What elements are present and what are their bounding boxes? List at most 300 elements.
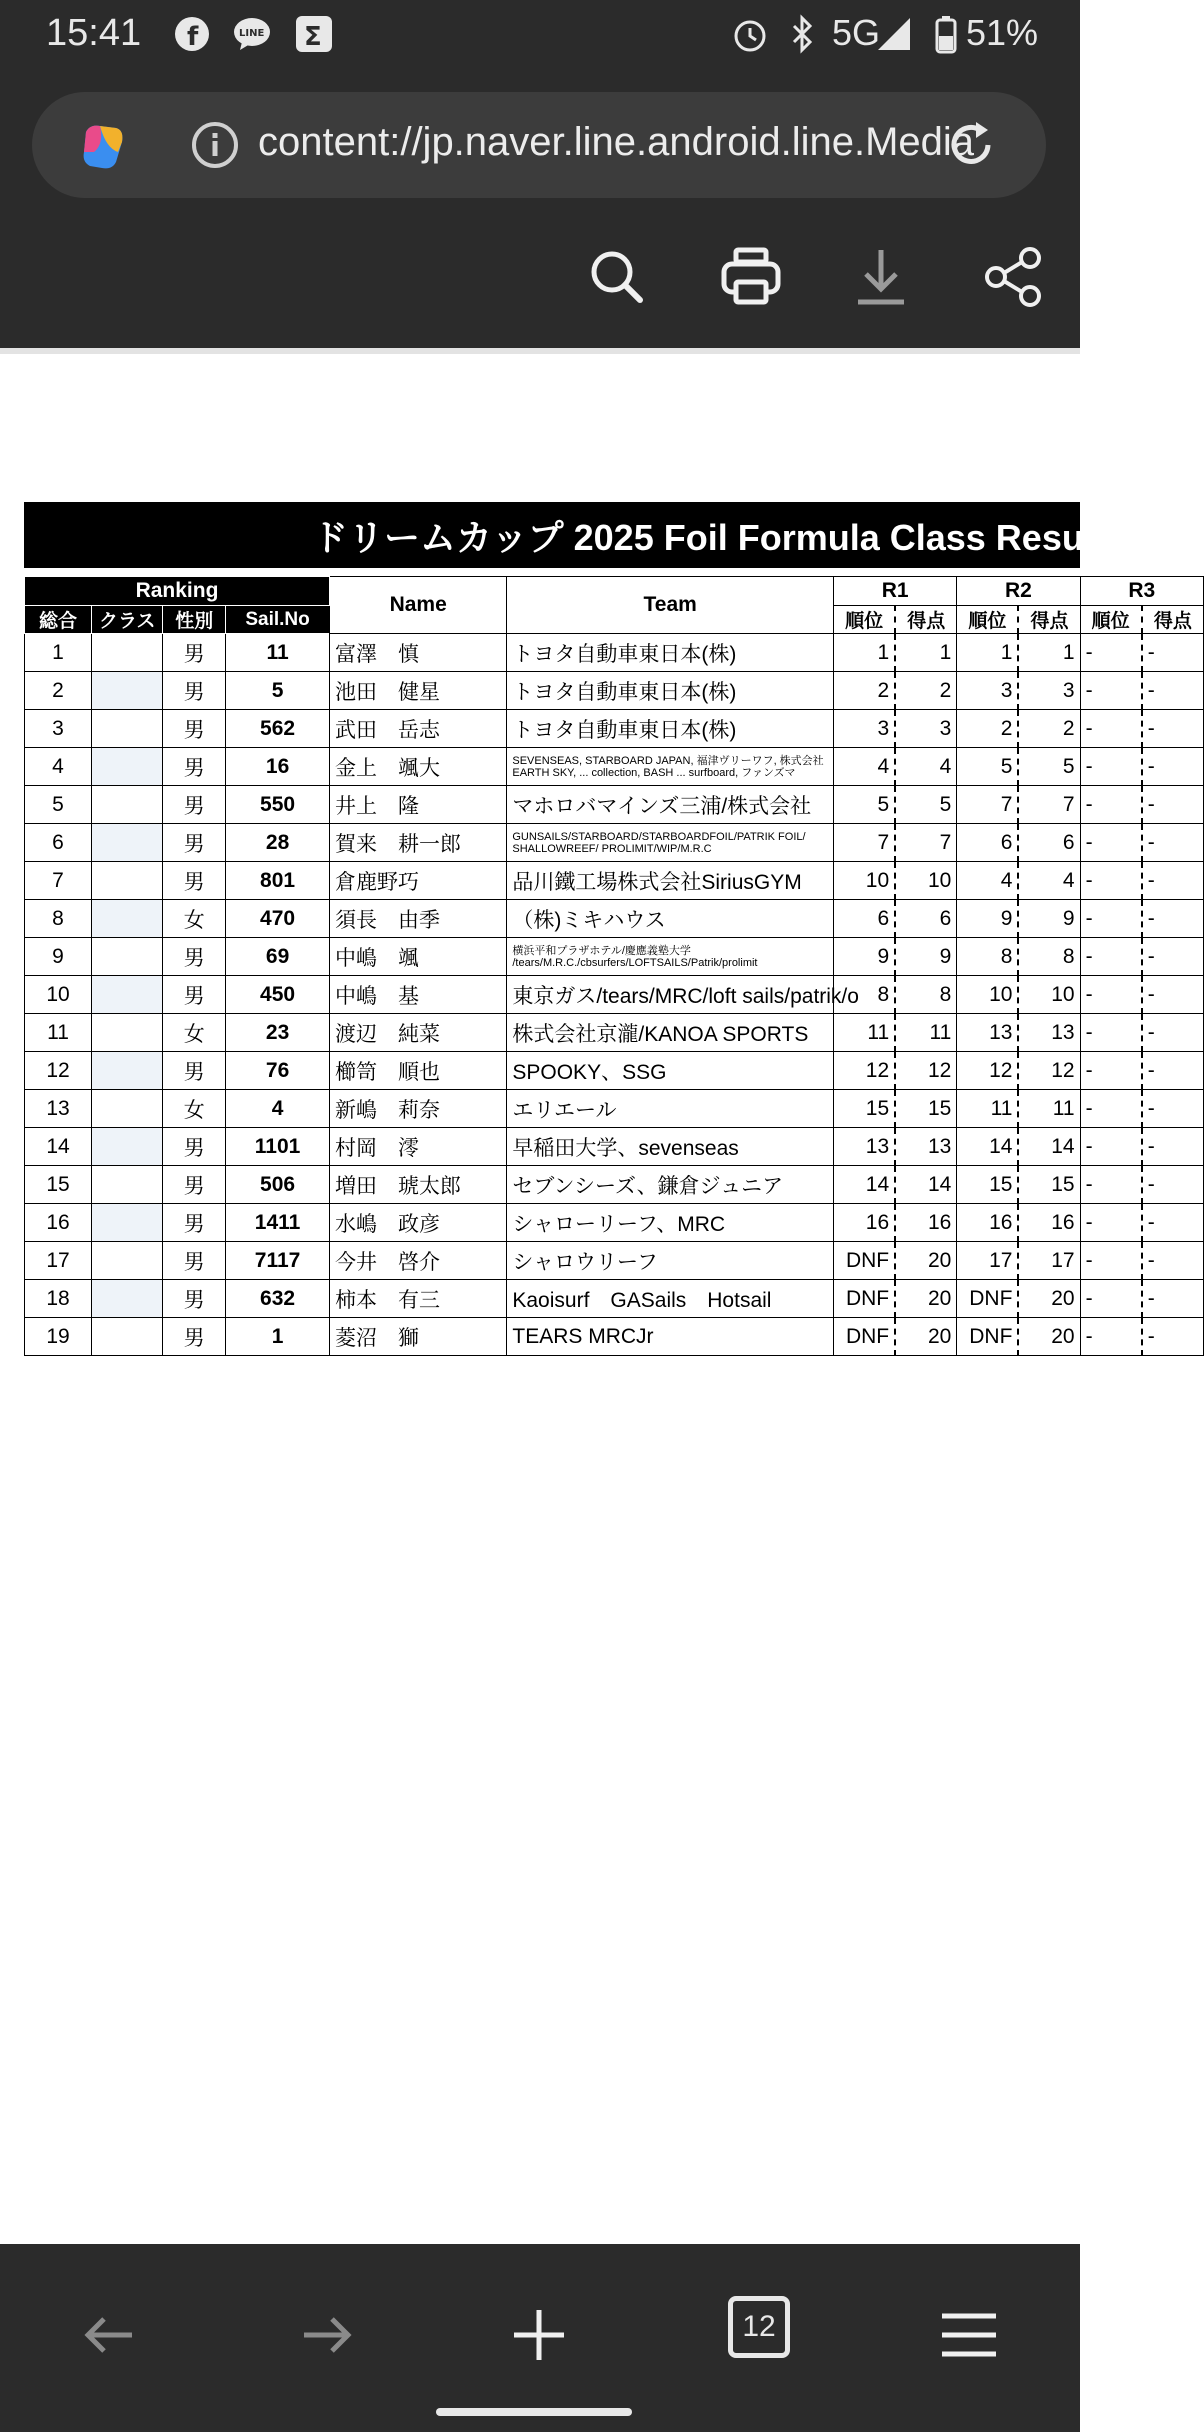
class-cell [92,672,163,710]
sailor-name: 池田 健星 [330,672,507,710]
gender-cell: 男 [163,1166,226,1204]
r2-place: 10 [957,976,1019,1014]
r3-place: - [1080,1318,1142,1356]
overall-rank: 14 [25,1128,92,1166]
result-rows [25,634,1204,1356]
address-bar[interactable] [32,92,1046,198]
r2-place: DNF [957,1280,1019,1318]
r2-place: 1 [957,634,1019,672]
team-name: エリエール [507,1090,834,1128]
r1-points: 20 [895,1280,957,1318]
gender-cell: 男 [163,1128,226,1166]
r3-header: R3 [1080,577,1203,606]
r2-place: 4 [957,862,1019,900]
r2-place: 8 [957,938,1019,976]
team-name: SPOOKY、SSG [507,1052,834,1090]
sigma-app-icon [294,14,334,54]
r1-place: 11 [834,1014,896,1052]
table-row [25,1166,1204,1204]
r3-place: - [1080,710,1142,748]
table-row [25,634,1204,672]
class-cell [92,1128,163,1166]
divider [0,348,1080,354]
overall-rank: 13 [25,1090,92,1128]
r1-place: 7 [834,824,896,862]
r2-points: 8 [1018,938,1080,976]
gender-cell: 女 [163,1014,226,1052]
sailor-name: 金上 颯大 [330,748,507,786]
gender-cell: 男 [163,634,226,672]
table-row [25,1090,1204,1128]
gender-cell: 男 [163,1052,226,1090]
r3-place: - [1080,1090,1142,1128]
r2-place: 6 [957,824,1019,862]
sailno-header: Sail.No [226,606,330,634]
r2-place: DNF [957,1318,1019,1356]
overall-header: 総合 [25,606,92,634]
r3-points: - [1142,748,1204,786]
team-header: Team [507,577,834,634]
table-row [25,748,1204,786]
gender-cell: 男 [163,976,226,1014]
sail-number: 1101 [226,1128,330,1166]
class-cell [92,748,163,786]
r2-points: 2 [1018,710,1080,748]
r1-place: 1 [834,634,896,672]
browser-toolbar [0,72,1080,348]
r1-points: 16 [895,1204,957,1242]
table-row [25,1280,1204,1318]
r2-place: 14 [957,1128,1019,1166]
sail-number: 632 [226,1280,330,1318]
sailor-name: 須長 由季 [330,900,507,938]
class-cell [92,862,163,900]
r3-points: - [1142,1014,1204,1052]
r1-points: 2 [895,672,957,710]
r3-place: - [1080,862,1142,900]
class-cell [92,900,163,938]
r2-points: 7 [1018,786,1080,824]
overall-rank: 16 [25,1204,92,1242]
r3-points: - [1142,786,1204,824]
results-title-bar [24,502,1126,568]
r1-points: 5 [895,786,957,824]
bottom-navigation [0,2244,1080,2432]
r3-place: - [1080,1280,1142,1318]
team-name: 東京ガス/tears/MRC/loft sails/patrik/o [507,976,834,1014]
signal-icon [874,14,914,54]
gender-cell: 女 [163,1090,226,1128]
sail-number: 28 [226,824,330,862]
gender-cell: 男 [163,862,226,900]
overall-rank: 2 [25,672,92,710]
r2-place-header: 順位 [957,606,1019,634]
sail-number: 76 [226,1052,330,1090]
r3-place: - [1080,748,1142,786]
r2-points: 16 [1018,1204,1080,1242]
r1-points-header: 得点 [895,606,957,634]
reload-icon[interactable] [942,116,1000,174]
table-row [25,786,1204,824]
class-cell [92,1318,163,1356]
table-row [25,976,1204,1014]
r3-points: - [1142,976,1204,1014]
r3-points: - [1142,938,1204,976]
r1-place: 9 [834,938,896,976]
results-table [24,576,1204,1356]
table-row [25,1318,1204,1356]
table-row [25,1128,1204,1166]
r2-place: 15 [957,1166,1019,1204]
r1-place: 4 [834,748,896,786]
r1-points: 12 [895,1052,957,1090]
r3-place: - [1080,976,1142,1014]
r3-place: - [1080,672,1142,710]
sail-number: 69 [226,938,330,976]
class-header: クラス [92,606,163,634]
r2-points: 1 [1018,634,1080,672]
r3-place: - [1080,1014,1142,1052]
r1-place: 16 [834,1204,896,1242]
table-row [25,900,1204,938]
team-name: セブンシーズ、鎌倉ジュニア [507,1166,834,1204]
sailor-name: 柿本 有三 [330,1280,507,1318]
table-row [25,672,1204,710]
r2-points: 13 [1018,1014,1080,1052]
sailor-name: 櫛笥 順也 [330,1052,507,1090]
sailor-name: 村岡 澪 [330,1128,507,1166]
overall-rank: 15 [25,1166,92,1204]
r1-place: 12 [834,1052,896,1090]
r2-place: 7 [957,786,1019,824]
r3-place: - [1080,634,1142,672]
r3-points: - [1142,862,1204,900]
team-name: （株)ミキハウス [507,900,834,938]
overall-rank: 4 [25,748,92,786]
r3-points: - [1142,672,1204,710]
battery-icon [926,14,966,54]
r2-place: 2 [957,710,1019,748]
r1-points: 9 [895,938,957,976]
gender-cell: 女 [163,900,226,938]
team-name: シャロウリーフ [507,1242,834,1280]
r3-points: - [1142,634,1204,672]
team-name: SEVENSEAS, STARBOARD JAPAN, 福津ヴリーワフ, 株式会社EARTH SKY, ... collection, BASH ... surfboard, ファンズマ [507,748,834,786]
svg-text:f: f [187,22,199,52]
team-name: 早稲田大学、sevenseas [507,1128,834,1166]
r3-points: - [1142,1204,1204,1242]
table-row [25,938,1204,976]
sail-number: 5 [226,672,330,710]
gesture-handle[interactable] [436,2408,632,2416]
r1-points: 1 [895,634,957,672]
class-cell [92,786,163,824]
r2-points: 11 [1018,1090,1080,1128]
url-text[interactable]: content://jp.naver.line.android.line.Media [258,120,975,164]
forward-icon[interactable] [292,2300,362,2370]
sail-number: 16 [226,748,330,786]
team-name: GUNSAILS/STARBOARD/STARBOARDFOIL/PATRIK FOIL/ SHALLOWREEF/ PROLIMIT/WIP/M.R.C [507,824,834,862]
battery-level: 51% [966,12,1039,53]
facebook-icon [172,14,212,54]
gender-cell: 男 [163,938,226,976]
r2-points: 10 [1018,976,1080,1014]
r3-points: - [1142,1166,1204,1204]
r3-place: - [1080,900,1142,938]
r2-points: 3 [1018,672,1080,710]
r3-place: - [1080,786,1142,824]
r1-place: 13 [834,1128,896,1166]
class-cell [92,1242,163,1280]
sailor-name: 倉鹿野巧 [330,862,507,900]
name-header: Name [330,577,507,634]
r3-points: - [1142,900,1204,938]
r1-place: DNF [834,1318,896,1356]
r1-place: 3 [834,710,896,748]
r2-points: 12 [1018,1052,1080,1090]
r3-place: - [1080,824,1142,862]
r3-points: - [1142,824,1204,862]
team-name: TEARS MRCJr [507,1318,834,1356]
print-icon[interactable] [716,242,786,312]
sail-number: 562 [226,710,330,748]
overall-rank: 18 [25,1280,92,1318]
sail-number: 1411 [226,1204,330,1242]
team-name: 株式会社京瀧/KANOA SPORTS [507,1014,834,1052]
r3-place: - [1080,1128,1142,1166]
r3-place-header: 順位 [1080,606,1142,634]
r1-place: DNF [834,1280,896,1318]
r2-points-header: 得点 [1018,606,1080,634]
tab-switcher-button[interactable]: 12 [728,2296,790,2358]
r2-points: 9 [1018,900,1080,938]
r2-place: 17 [957,1242,1019,1280]
team-name: トヨタ自動車東日本(株) [507,710,834,748]
gender-cell: 男 [163,824,226,862]
r2-points: 15 [1018,1166,1080,1204]
team-name: シャローリーフ、MRC [507,1204,834,1242]
gender-cell: 男 [163,672,226,710]
sail-number: 470 [226,900,330,938]
ranking-header: Ranking [25,577,330,606]
share-icon[interactable] [978,242,1048,312]
clock: 15:41 [46,12,142,54]
status-bar [0,0,1080,72]
r3-points-header: 得点 [1142,606,1204,634]
class-cell [92,976,163,1014]
document-viewer[interactable] [0,348,1192,2244]
r3-points: - [1142,1090,1204,1128]
sailor-name: 富澤 慎 [330,634,507,672]
r1-points: 20 [895,1242,957,1280]
r1-points: 13 [895,1128,957,1166]
sailor-name: 中嶋 颯 [330,938,507,976]
sail-number: 506 [226,1166,330,1204]
table-row [25,862,1204,900]
overall-rank: 1 [25,634,92,672]
r3-points: - [1142,1128,1204,1166]
overall-rank: 8 [25,900,92,938]
svg-text:LINE: LINE [239,28,265,39]
class-cell [92,938,163,976]
r2-place: 11 [957,1090,1019,1128]
table-row [25,1204,1204,1242]
r2-points: 6 [1018,824,1080,862]
r2-place: 16 [957,1204,1019,1242]
gender-cell: 男 [163,710,226,748]
r1-header: R1 [834,577,957,606]
r3-points: - [1142,1242,1204,1280]
team-name: トヨタ自動車東日本(株) [507,634,834,672]
svg-text:Σ: Σ [304,22,322,52]
bluetooth-icon [782,14,822,54]
sailor-name: 増田 琥太郎 [330,1166,507,1204]
r1-place: 6 [834,900,896,938]
results-title: ドリームカップ 2025 Foil Formula Class Results [312,517,1126,558]
overall-rank: 6 [25,824,92,862]
sail-number: 1 [226,1318,330,1356]
r2-place: 13 [957,1014,1019,1052]
r2-points: 17 [1018,1242,1080,1280]
r3-points: - [1142,1052,1204,1090]
line-app-icon [232,14,272,54]
sail-number: 801 [226,862,330,900]
sailor-name: 今井 啓介 [330,1242,507,1280]
sailor-name: 井上 隆 [330,786,507,824]
table-row [25,710,1204,748]
class-cell [92,1204,163,1242]
r1-place: 8 [834,976,896,1014]
search-icon[interactable] [582,242,652,312]
sailor-name: 中嶋 基 [330,976,507,1014]
team-name: 品川鐵工場株式会社SiriusGYM [507,862,834,900]
r1-points: 14 [895,1166,957,1204]
gender-cell: 男 [163,1318,226,1356]
network-type: 5G [832,12,881,53]
team-name: トヨタ自動車東日本(株) [507,672,834,710]
sailor-name: 菱沼 獅 [330,1318,507,1356]
sailor-name: 渡辺 純菜 [330,1014,507,1052]
r1-points: 20 [895,1318,957,1356]
r1-place: 15 [834,1090,896,1128]
r1-points: 6 [895,900,957,938]
team-name: Kaoisurf GASails Hotsail [507,1280,834,1318]
sailor-name: 賀来 耕一郎 [330,824,507,862]
class-cell [92,710,163,748]
r2-place: 5 [957,748,1019,786]
r1-place: 14 [834,1166,896,1204]
site-info-icon[interactable] [190,120,240,170]
overall-rank: 11 [25,1014,92,1052]
r2-points: 20 [1018,1318,1080,1356]
r3-points: - [1142,1318,1204,1356]
r2-points: 20 [1018,1280,1080,1318]
r3-place: - [1080,1052,1142,1090]
gender-header: 性別 [163,606,226,634]
sailor-name: 武田 岳志 [330,710,507,748]
r2-place: 12 [957,1052,1019,1090]
download-icon[interactable] [846,242,916,312]
overall-rank: 10 [25,976,92,1014]
r3-place: - [1080,1204,1142,1242]
team-name: 横浜平和プラザホテル/慶應義塾大学 /tears/M.R.C./cbsurfers/LOFTSAILS/Patrik/prolimit [507,938,834,976]
class-cell [92,1014,163,1052]
gender-cell: 男 [163,786,226,824]
r3-place: - [1080,1166,1142,1204]
r3-place: - [1080,1242,1142,1280]
team-name: マホロバマインズ三浦/株式会社 [507,786,834,824]
class-cell [92,634,163,672]
sail-number: 11 [226,634,330,672]
r1-place: 10 [834,862,896,900]
r2-place: 9 [957,900,1019,938]
sailor-name: 新嶋 莉奈 [330,1090,507,1128]
menu-icon[interactable] [934,2300,1004,2370]
overall-rank: 17 [25,1242,92,1280]
r3-points: - [1142,710,1204,748]
overall-rank: 19 [25,1318,92,1356]
r1-place: DNF [834,1242,896,1280]
r2-points: 5 [1018,748,1080,786]
r1-points: 8 [895,976,957,1014]
overall-rank: 5 [25,786,92,824]
gender-cell: 男 [163,1242,226,1280]
r1-place-header: 順位 [834,606,896,634]
r1-points: 15 [895,1090,957,1128]
sail-number: 4 [226,1090,330,1128]
alarm-icon [730,14,770,54]
sail-number: 450 [226,976,330,1014]
r2-place: 3 [957,672,1019,710]
table-row [25,1242,1204,1280]
class-cell [92,1166,163,1204]
gender-cell: 男 [163,1204,226,1242]
gender-cell: 男 [163,748,226,786]
sail-number: 550 [226,786,330,824]
table-row [25,1014,1204,1052]
sailor-name: 水嶋 政彦 [330,1204,507,1242]
r2-points: 4 [1018,862,1080,900]
r1-points: 4 [895,748,957,786]
header-row-top [25,577,1204,606]
class-cell [92,824,163,862]
class-cell [92,1280,163,1318]
class-cell [92,1052,163,1090]
r3-place: - [1080,938,1142,976]
r1-place: 2 [834,672,896,710]
overall-rank: 7 [25,862,92,900]
r2-points: 14 [1018,1128,1080,1166]
new-tab-icon[interactable] [504,2300,574,2370]
r3-points: - [1142,1280,1204,1318]
r1-points: 11 [895,1014,957,1052]
back-icon[interactable] [74,2300,144,2370]
sail-number: 23 [226,1014,330,1052]
r1-place: 5 [834,786,896,824]
table-row [25,824,1204,862]
overall-rank: 9 [25,938,92,976]
table-row [25,1052,1204,1090]
r1-points: 10 [895,862,957,900]
r1-points: 3 [895,710,957,748]
copilot-icon[interactable] [76,118,132,174]
class-cell [92,1090,163,1128]
overall-rank: 3 [25,710,92,748]
sail-number: 7117 [226,1242,330,1280]
gender-cell: 男 [163,1280,226,1318]
r2-header: R2 [957,577,1080,606]
overall-rank: 12 [25,1052,92,1090]
